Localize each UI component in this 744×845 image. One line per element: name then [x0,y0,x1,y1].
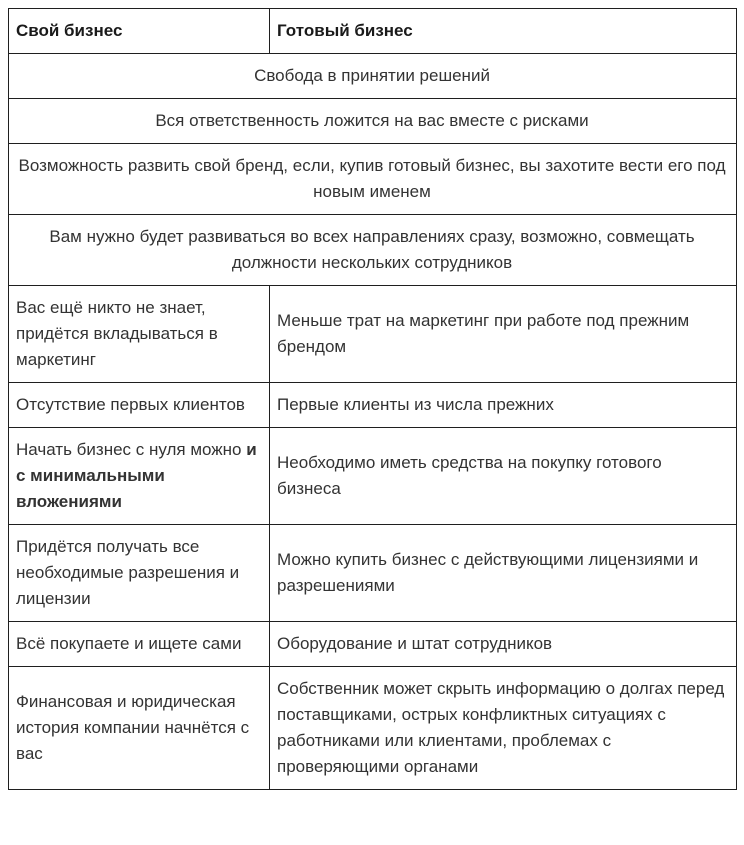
table-row-licenses [9,525,737,622]
business-comparison-table [8,8,737,790]
cell-right-clients: Первые клиенты из числа прежних [270,383,737,428]
cell-left-investments [9,428,270,525]
table-row-full [9,144,737,215]
cell-left-clients: Отсутствие первых клиентов [9,383,270,428]
table-row-marketing [9,286,737,383]
table-row-investments [9,428,737,525]
cell-text-regular: Начать бизнес с нуля можно [16,440,247,459]
merged-cell-freedom: Свобода в принятии решений [9,54,737,99]
table-row-equipment [9,622,737,667]
table-row-clients [9,383,737,428]
merged-cell-development: Вам нужно будет развиваться во всех направлениях сразу, возможно, совмещать должности нескольких сотрудников [9,215,737,286]
cell-right-history: Собственник может скрыть информацию о долгах перед поставщиками, острых конфликтных ситуациях с работниками или клиентами, проблемах с проверяющими органами [270,667,737,790]
table-header [9,9,737,54]
table-row-history [9,667,737,790]
cell-right-licenses: Можно купить бизнес с действующими лицензиями и разрешениями [270,525,737,622]
merged-cell-brand: Возможность развить свой бренд, если, купив готовый бизнес, вы захотите вести его под новым именем [9,144,737,215]
table-body [9,54,737,790]
column-header-own-business: Свой бизнес [9,9,270,54]
header-row [9,9,737,54]
cell-left-history: Финансовая и юридическая история компании начнётся с вас [9,667,270,790]
cell-right-equipment: Оборудование и штат сотрудников [270,622,737,667]
cell-text-bold: и с минимальными вложениями [16,440,257,511]
merged-cell-responsibility: Вся ответственность ложится на вас вместе с рисками [9,99,737,144]
cell-right-investments: Необходимо иметь средства на покупку готового бизнеса [270,428,737,525]
table-row-full [9,54,737,99]
table-row-full [9,99,737,144]
cell-left-marketing: Вас ещё никто не знает, придётся вкладываться в маркетинг [9,286,270,383]
table-row-full [9,215,737,286]
column-header-ready-business: Готовый бизнес [270,9,737,54]
cell-right-marketing: Меньше трат на маркетинг при работе под прежним брендом [270,286,737,383]
cell-left-licenses: Придётся получать все необходимые разрешения и лицензии [9,525,270,622]
cell-left-equipment: Всё покупаете и ищете сами [9,622,270,667]
